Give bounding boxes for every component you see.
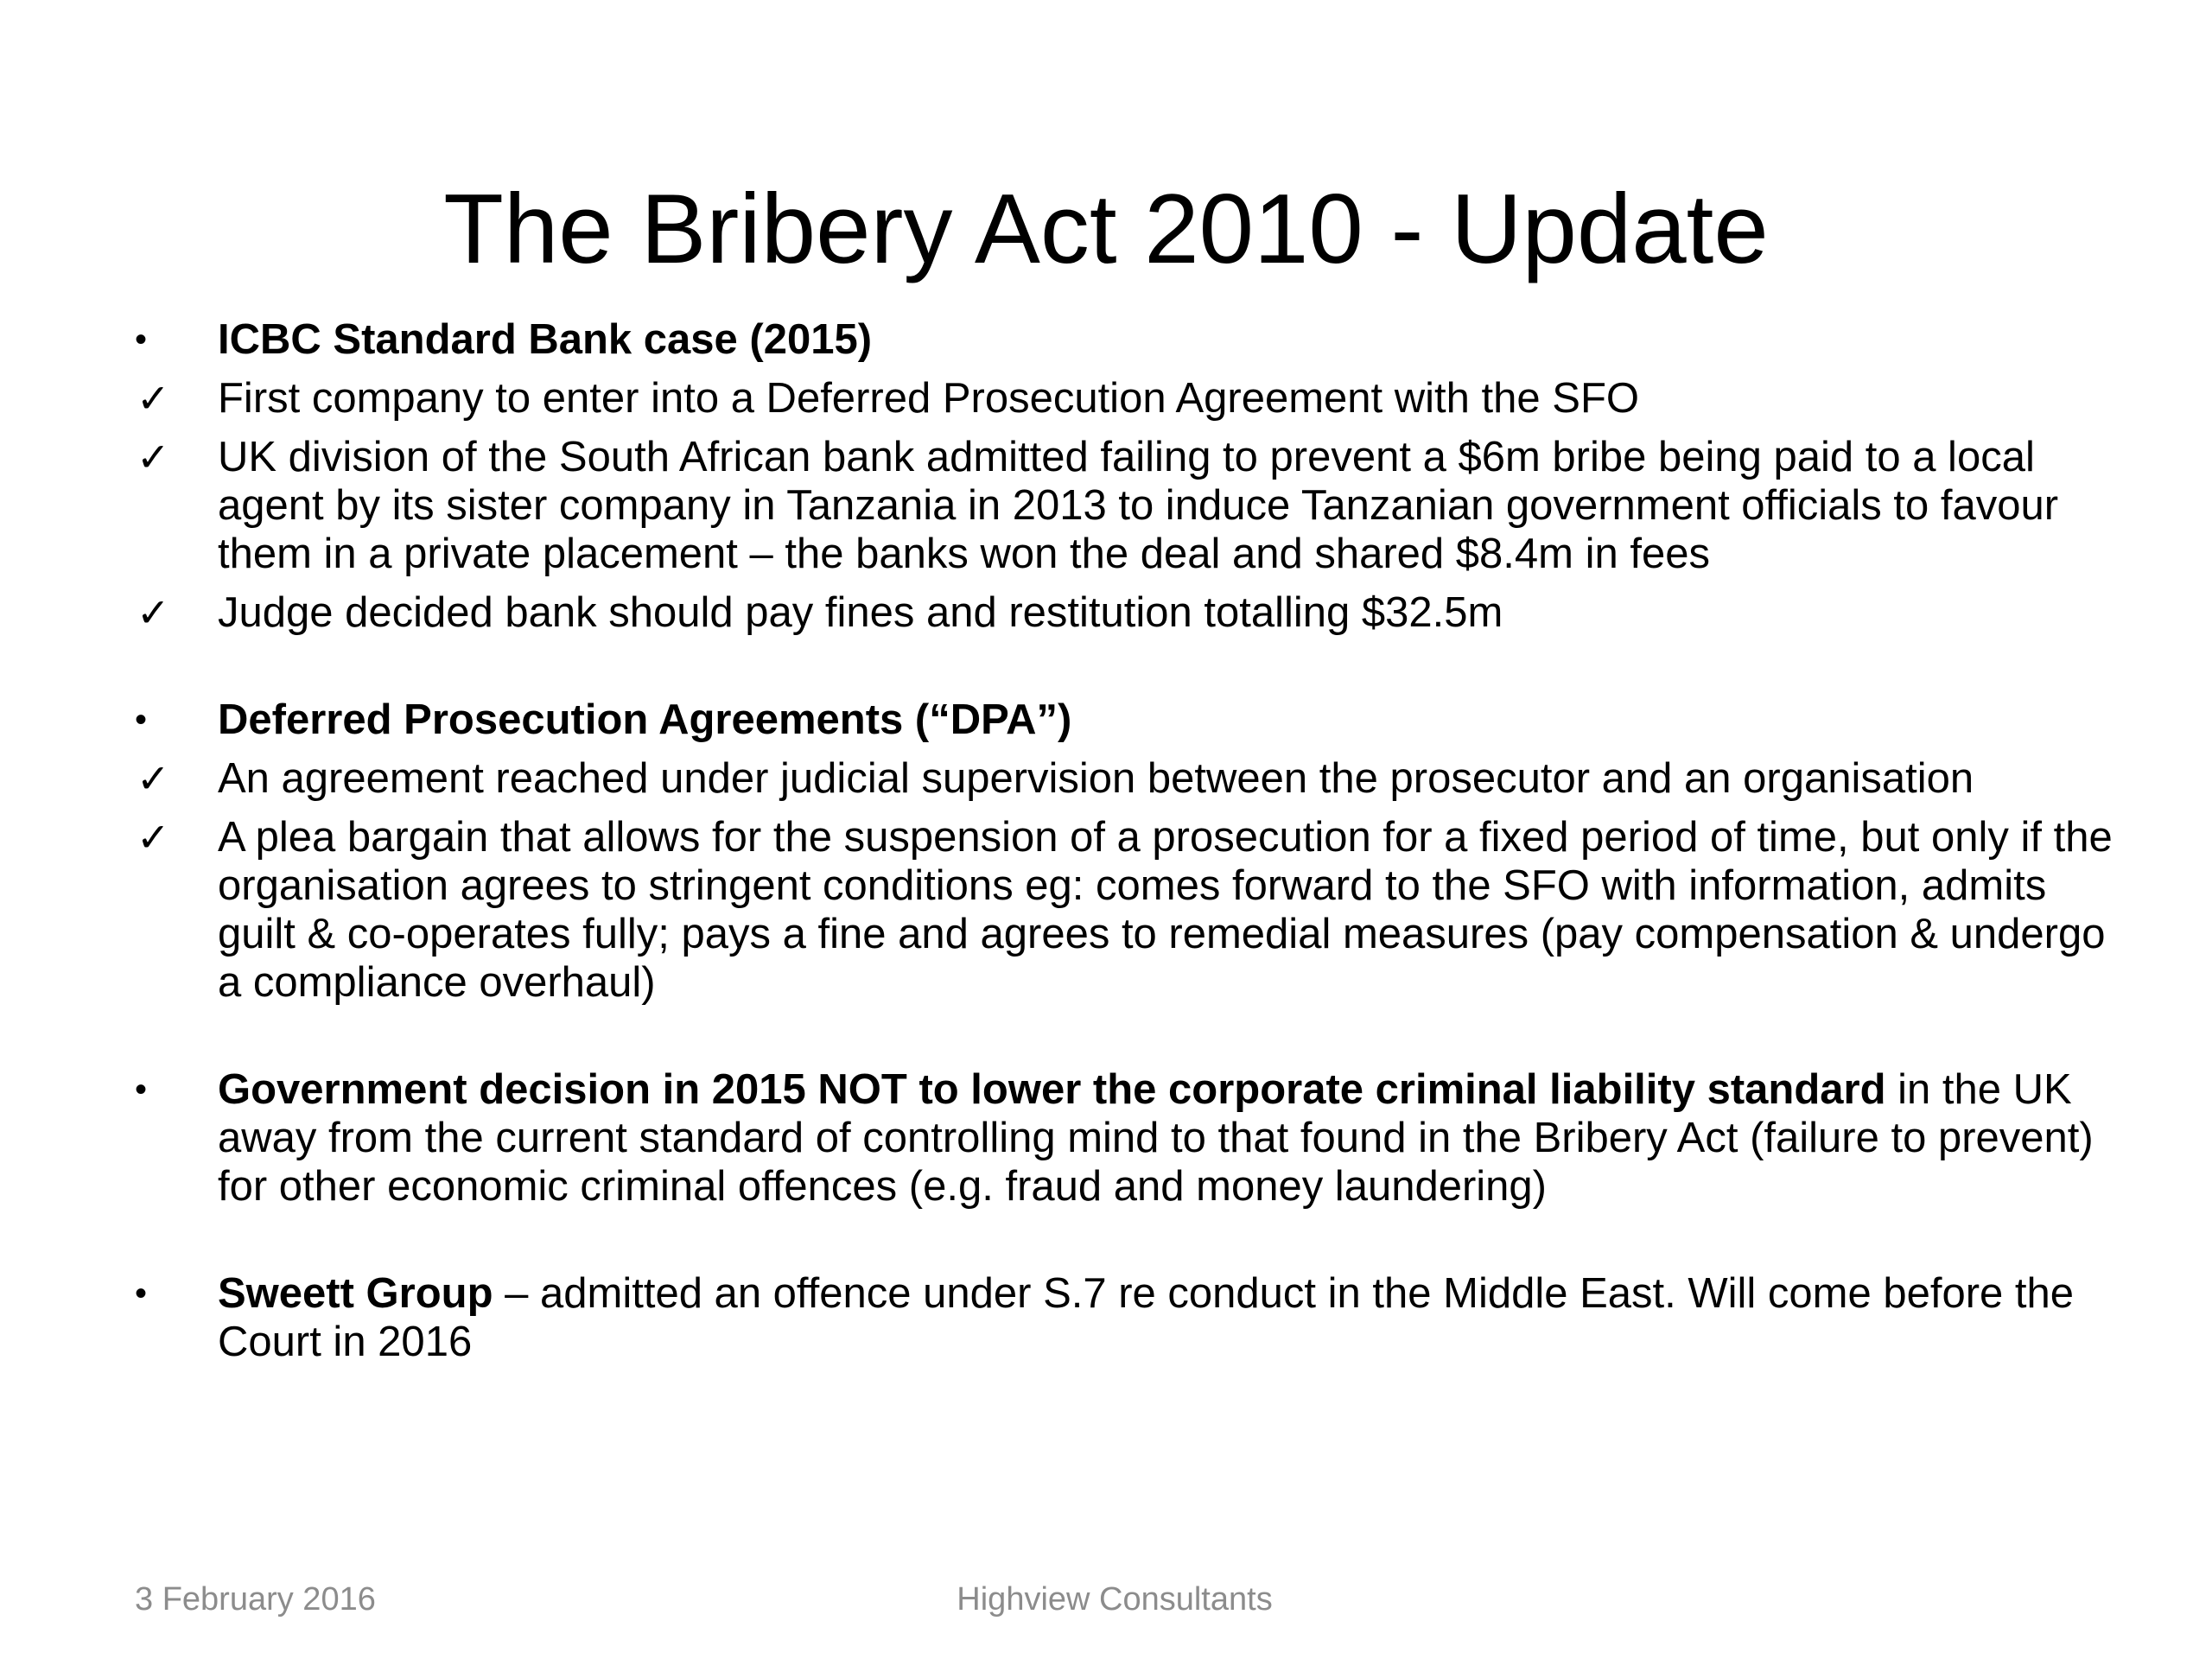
item-text: in the UK away from the current standard of controlling mind to that found in the Bribery Act (failure to prevent) for other economic criminal offences (e.g. fraud and money laundering) <box>218 1066 2094 1210</box>
slide-content <box>128 315 2115 1366</box>
bullet-icon: • <box>135 321 148 359</box>
check-item <box>128 588 2115 637</box>
item-heading: ICBC Standard Bank case (2015) <box>218 316 873 363</box>
item-text: A plea bargain that allows for the suspension of a prosecution for a fixed period of time, but only if the organisation agrees to stringent conditions eg: comes forward to the SFO with information, admits guilt & co-operates fully; pays a fine and agrees to remedial measures (pay compensation & undergo a compliance overhaul) <box>218 814 2113 1006</box>
item-text: First company to enter into a Deferred Prosecution Agreement with the SFO <box>218 375 1639 422</box>
checkmark-icon: ✓ <box>137 815 170 860</box>
checkmark-icon: ✓ <box>137 376 170 421</box>
item-text: UK division of the South African bank admitted failing to prevent a $6m bribe being paid to a local agent by its sister company in Tanzania in 2013 to induce Tanzanian government officials to favour them in a private placement – the banks won the deal and shared $8.4m in fees <box>218 434 2059 577</box>
item-text: An agreement reached under judicial supervision between the prosecutor and an organisation <box>218 755 1974 802</box>
item-heading: Deferred Prosecution Agreements (“DPA”) <box>218 696 1072 743</box>
bullet-icon: • <box>135 701 148 739</box>
checkmark-icon: ✓ <box>137 756 170 801</box>
footer-date: 3 February 2016 <box>135 1581 376 1618</box>
check-item <box>128 813 2115 1007</box>
item-text: Judge decided bank should pay fines and restitution totalling $32.5m <box>218 589 1503 636</box>
checkmark-icon: ✓ <box>137 435 170 480</box>
item-text: – admitted an offence under S.7 re conduct in the Middle East. Will come before the Court in 2016 <box>218 1270 2074 1365</box>
footer-organization: Highview Consultants <box>957 1581 1273 1618</box>
checkmark-icon: ✓ <box>137 590 170 635</box>
bullet-icon: • <box>135 1274 148 1313</box>
slide-title: The Bribery Act 2010 - Update <box>443 175 1769 284</box>
check-item <box>128 374 2115 423</box>
bullet-item <box>128 1065 2115 1211</box>
bullet-item <box>128 696 2115 744</box>
check-item <box>128 433 2115 578</box>
check-item <box>128 754 2115 803</box>
bullet-item <box>128 1269 2115 1366</box>
bullet-item <box>128 315 2115 364</box>
item-heading: Government decision in 2015 NOT to lower the corporate criminal liability standard <box>218 1066 1886 1113</box>
bullet-icon: • <box>135 1071 148 1109</box>
item-heading: Sweett Group <box>218 1270 493 1317</box>
